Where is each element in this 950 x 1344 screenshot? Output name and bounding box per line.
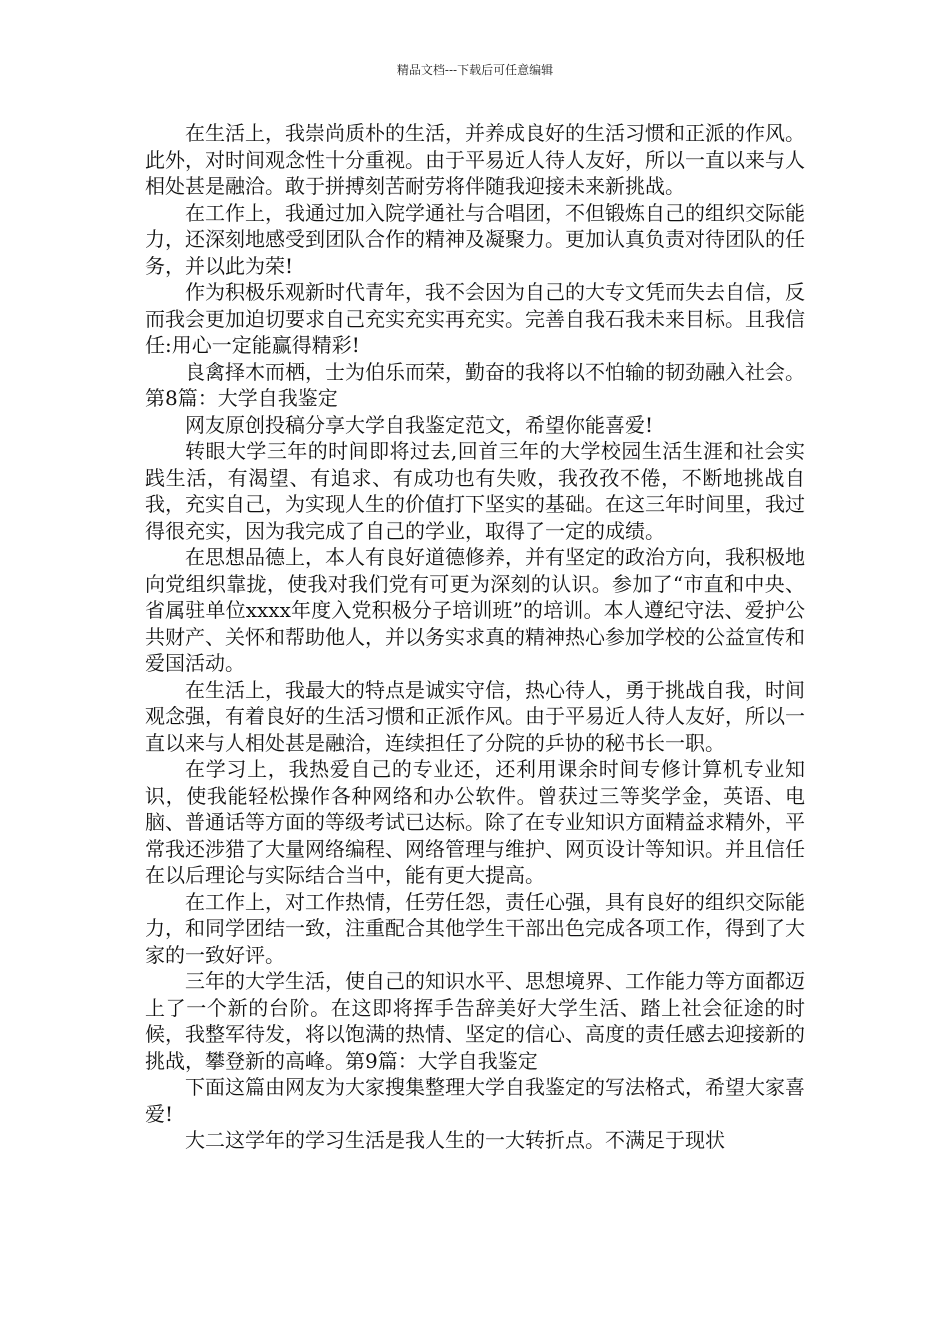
paragraph: 下面这篇由网友为大家搜集整理大学自我鉴定的写法格式，希望大家喜爱! (145, 1075, 805, 1126)
paragraph: 在工作上，我通过加入院学通社与合唱团，不但锻炼自己的组织交际能力，还深刻地感受到团队合作的精神及凝聚力。更加认真负责对待团队的任务，并以此为荣! (145, 200, 805, 278)
paragraph: 转眼大学三年的时间即将过去,回首三年的大学校园生活生涯和社会实践生活，有渴望、有追求、有成功也有失败，我孜孜不倦，不断地挑战自我，充实自己，为实现人生的价值打下坚实的基础。在这三年时间里，我过得很充实，因为我完成了自己的学业，取得了一定的成绩。 (145, 439, 805, 543)
paragraph: 在学习上，我热爱自己的专业还，还利用课余时间专修计算机专业知识，使我能轻松操作各种网络和办公软件。曾获过三等奖学金，英语、电脑、普通话等方面的等级考试已达标。除了在专业知识方面精益求精外，平常我还涉猎了大量网络编程、网络管理与维护、网页设计等知识。并且信任在以后理论与实际结合当中，能有更大提高。 (145, 757, 805, 887)
paragraph: 在生活上，我最大的特点是诚实守信，热心待人，勇于挑战自我，时间观念强，有着良好的生活习惯和正派作风。由于平易近人待人友好，所以一直以来与人相处甚是融洽，连续担任了分院的乒协的秘书长一职。 (145, 677, 805, 755)
document-body (145, 120, 805, 1154)
paragraph: 良禽择木而栖，士为伯乐而荣，勤奋的我将以不怕输的韧劲融入社会。第8篇：大学自我鉴定 (145, 359, 805, 410)
paragraph: 三年的大学生活，使自己的知识水平、思想境界、工作能力等方面都迈上了一个新的台阶。在这即将挥手告辞美好大学生活、踏上社会征途的时候，我整军待发，将以饱满的热情、坚定的信心、高度的责任感去迎接新的挑战，攀登新的高峰。第9篇：大学自我鉴定 (145, 969, 805, 1073)
paragraph: 大二这学年的学习生活是我人生的一大转折点。不满足于现状 (185, 1128, 725, 1152)
page-header: 精品文档---下载后可任意编辑 (396, 63, 554, 77)
paragraph: 在思想品德上，本人有良好道德修养，并有坚定的政治方向，我积极地向党组织靠拢，使我对我们党有可更为深刻的认识。参加了“市直和中央、省属驻单位xxxx年度入党积极分子培训班”的培训。本人遵纪守法、爱护公共财产、关怀和帮助他人，并以务实求真的精神热心参加学校的公益宣传和爱国活动。 (145, 545, 805, 675)
paragraph: 作为积极乐观新时代青年，我不会因为自己的大专文凭而失去自信，反而我会更加迫切要求自己充实充实再充实。完善自我石我未来目标。且我信任:用心一定能赢得精彩! (145, 280, 805, 357)
paragraph: 网友原创投稿分享大学自我鉴定范文，希望你能喜爱! (185, 412, 654, 437)
paragraph: 在工作上，对工作热情，任劳任怨，责任心强，具有良好的组织交际能力，和同学团结一致，注重配合其他学生干部出色完成各项工作，得到了大家的一致好评。 (145, 889, 805, 967)
paragraph: 在生活上，我崇尚质朴的生活，并养成良好的生活习惯和正派的作风。此外，对时间观念性十分重视。由于平易近人待人友好，所以一直以来与人相处甚是融洽。敢于拼搏刻苦耐劳将伴随我迎接未来新挑战。 (145, 121, 805, 198)
